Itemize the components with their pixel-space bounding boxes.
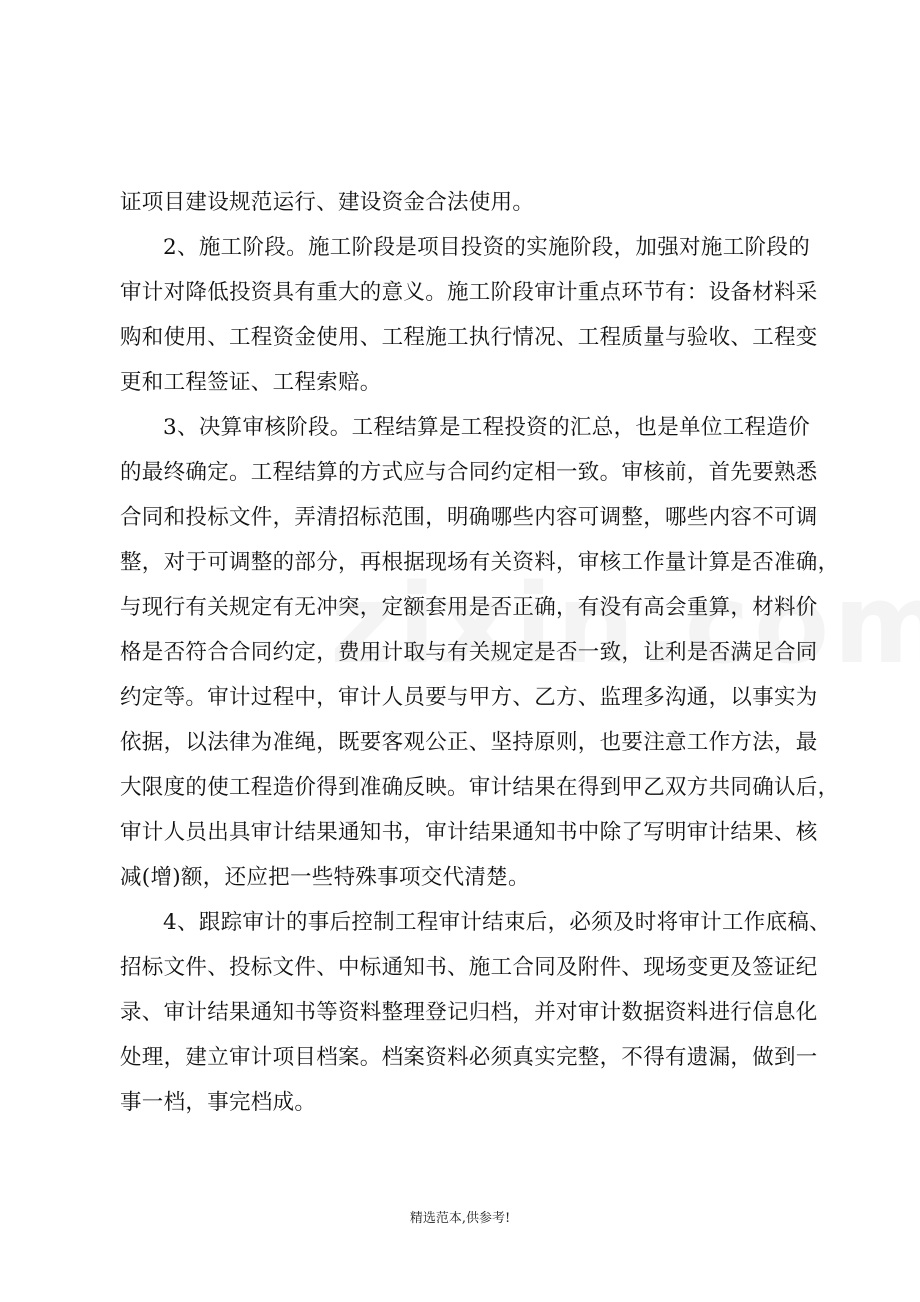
text-line: 招标文件、投标文件、中标通知书、施工合同及附件、现场变更及签证纪: [120, 955, 818, 980]
text-line: 更和工程签证、工程索赔。: [120, 370, 382, 395]
text-line: 录、审计结果通知书等资料整理登记归档，并对审计数据资料进行信息化: [120, 1000, 818, 1025]
text-line: 处理，建立审计项目档案。档案资料必须真实完整，不得有遗漏，做到一: [120, 1045, 818, 1070]
text-line: 约定等。审计过程中，审计人员要与甲方、乙方、监理多沟通，以事实为: [120, 685, 818, 710]
text-line: 与现行有关规定有无冲突，定额套用是否正确，有没有高会重算，材料价: [120, 595, 818, 620]
paragraph-start-line: 3、决算审核阶段。工程结算是工程投资的汇总，也是单位工程造价: [163, 415, 810, 440]
text-line: 减(增)额，还应把一些特殊事项交代清楚。: [120, 865, 530, 890]
text-line: 整，对于可调整的部分，再根据现场有关资料，审核工作量计算是否准确，: [120, 550, 840, 575]
paragraph-start-line: 2、施工阶段。施工阶段是项目投资的实施阶段，加强对施工阶段的: [163, 235, 810, 260]
text-line: 格是否符合合同约定，费用计取与有关规定是否一致，让利是否满足合同: [120, 640, 818, 665]
text-line: 审计人员出具审计结果通知书，审计结果通知书中除了写明审计结果、核: [120, 820, 818, 845]
text-line: 购和使用、工程资金使用、工程施工执行情况、工程质量与验收、工程变: [120, 325, 818, 350]
text-line: 大限度的使工程造价得到准确反映。审计结果在得到甲乙双方共同确认后，: [120, 775, 840, 800]
text-line: 事一档，事完档成。: [120, 1090, 317, 1115]
text-line: 证项目建设规范运行、建设资金合法使用。: [120, 190, 535, 215]
page-footer: 精选范本,供参考!: [409, 1211, 511, 1226]
paragraph-start-line: 4、跟踪审计的事后控制工程审计结束后，必须及时将审计工作底稿、: [163, 910, 831, 935]
text-line: 审计对降低投资具有重大的意义。施工阶段审计重点环节有：设备材料采: [120, 280, 818, 305]
text-line: 的最终确定。工程结算的方式应与合同约定相一致。审核前，首先要熟悉: [120, 460, 818, 485]
body-text: [120, 180, 840, 1125]
text-line: 依据，以法律为准绳，既要客观公正、坚持原则，也要注意工作方法，最: [120, 730, 818, 755]
text-line: 合同和投标文件，弄清招标范围，明确哪些内容可调整，哪些内容不可调: [120, 505, 818, 530]
